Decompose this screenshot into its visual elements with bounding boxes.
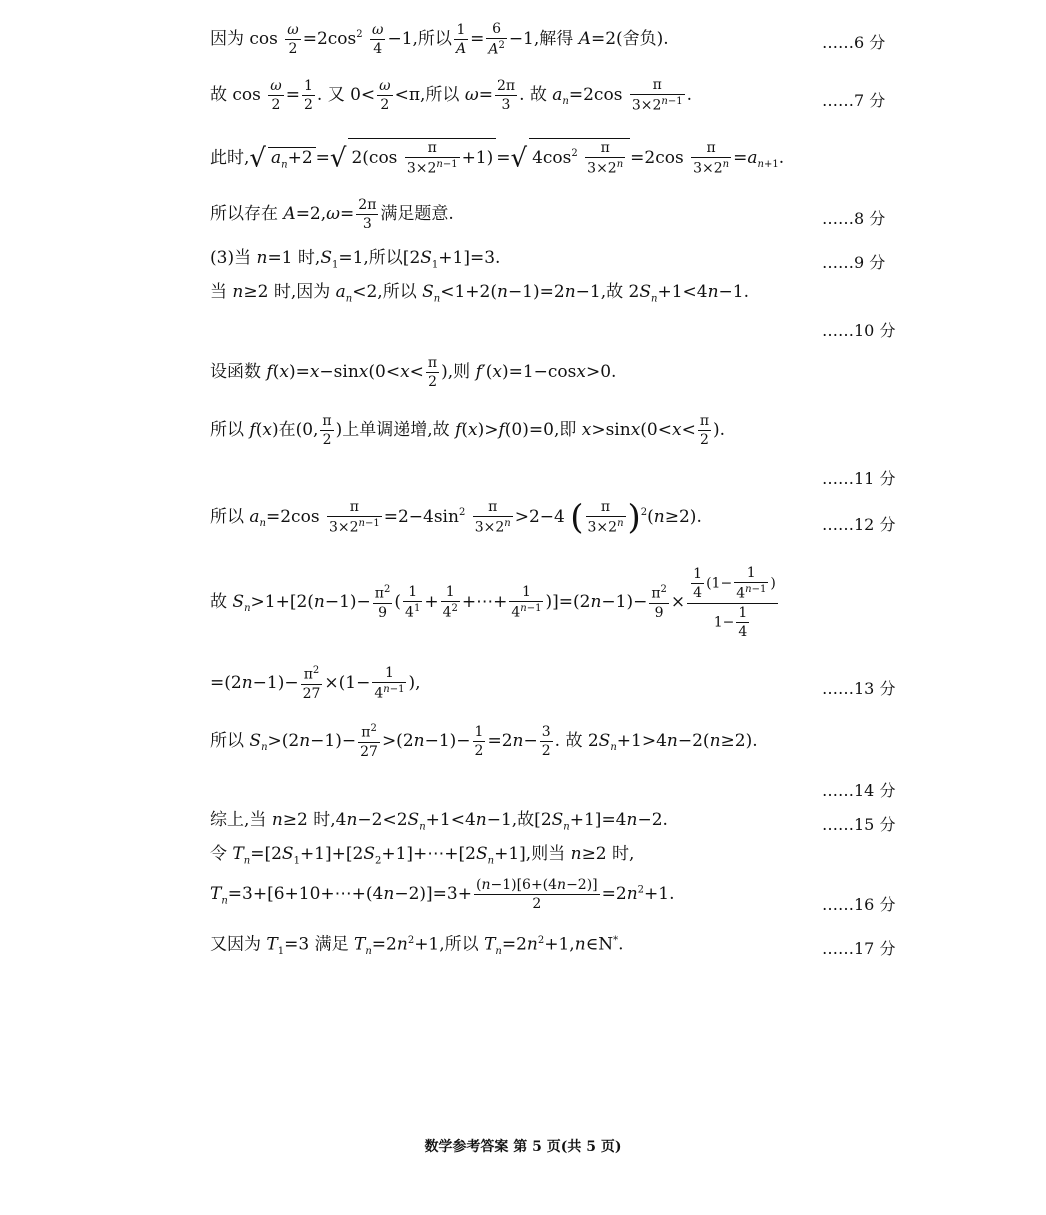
solution-line-16: 又因为 $T_1=3$ 满足 $T_n=2n^2+1$,所以 $T_n=2n^2+1,n\in N^*$.	[210, 934, 624, 958]
score-mark: ……11 分	[822, 469, 896, 488]
solution-line-3: 此时,√ $a_n+2$ =√ 2(cos $\frac{\pi}{3\times 2^{n-1}}$ +1) =√ $4\cos^2$ $\frac{\pi}{3\times 2^n}$ =2cos $\frac{\pi}{3\times 2^n}$ $=a_{n+1}$.	[210, 140, 785, 177]
solution-line-9: 所以 $a_n=2\cos$ $\frac{\pi}{3\times 2^{n-1}}$ $=2-4\sin^2$ $\frac{\pi}{3\times 2^n}$ >2−4 ( $\frac{\pi}{3\times 2^n}$ )$^2$(n≥2).	[210, 497, 702, 538]
solution-line-7: 设函数 f(x)=x−sinx(0<x< $\frac{\pi}{2}$ ),则 f′(x)=1−cosx>0.	[210, 355, 617, 390]
score-mark: ……16 分	[822, 895, 896, 914]
solution-line-11: =(2n−1)− $\frac{\pi^2}{27}$ ×(1− $\frac{1}{4^{n-1}}$ ),	[210, 665, 421, 702]
score-mark: ……12 分	[822, 515, 896, 534]
score-mark: ……15 分	[822, 815, 896, 834]
score-mark: ……9 分	[822, 253, 886, 272]
solution-line-4: 所以存在 A=2,ω= $\frac{2\pi}{3}$ 满足题意.	[210, 197, 454, 232]
score-mark: ……10 分	[822, 321, 896, 340]
score-mark: ……14 分	[822, 781, 896, 800]
solution-line-14: 令 $T_n=[2S_1+1]+[2S_2+1]+\cdots+[2S_n+1]$,则当 n≥2 时,	[210, 844, 635, 867]
solution-line-5: (3)当 n=1 时$,S_1=1$,所以$[2S_1+1]=3$.	[210, 248, 501, 271]
solution-line-12: 所以 $S_n>(2n-1)-$ $\frac{\pi^2}{27}$ >(2n−1)− $\frac{1}{2}$ =2n− $\frac{3}{2}$ . 故 $2S_n+1>4n-2(n\ge 2)$.	[210, 723, 758, 760]
solution-line-1: 因为 cos $\frac{\omega}{2}$ $=2\cos^2$ $\frac{\omega}{4}$ −1,所以 $\frac{1}{A}$ = $\frac{6}{A^2}$ −1,解得 A=2(舍负).	[210, 21, 669, 58]
score-mark: ……17 分	[822, 939, 896, 958]
solution-line-2: 故 cos $\frac{\omega}{2}$ = $\frac{1}{2}$ . 又 0< $\frac{\omega}{2}$ <π,所以 ω= $\frac{2\pi}{3}$ . 故 $a_n=2\cos$ $\frac{\pi}{3\times 2^{n-1}}$ .	[210, 77, 692, 114]
solution-line-8: 所以 f(x)在(0, $\frac{\pi}{2}$ )上单调递增,故 f(x)>f(0)=0,即 x>sinx(0<x< $\frac{\pi}{2}$ ).	[210, 413, 726, 448]
solution-line-15: $T_n=3+[6+10+\cdots+(4n-2)]=3+$ $\frac{(n-1)[6+(4n-2)]}{2}$ $=2n^2+1$.	[210, 877, 675, 912]
solution-line-10: 故 $S_n>1+[2(n-1)-$ $\frac{\pi^2}{9}$ ( $\frac{1}{4^1}$ + $\frac{1}{4^2}$ +⋯+ $\frac{1}{4^{n-1}}$ )]=(2n−1)− $\frac{\pi^2}{9}$ × $\frac{1}{4}$ (1− $\frac{1}{4^{n-1}}$ ) 1− $\frac{1}{4}$	[210, 565, 776, 640]
score-mark: ……6 分	[822, 33, 886, 52]
solution-line-13: 综上,当 n≥2 时$,4n-2<2S_n+1<4n-1$,故$[2S_n+1]=4n-2$.	[210, 810, 668, 833]
solution-line-6: 当 n≥2 时,因为 $a_n<2$,所以 $S_n<1+2(n-1)=2n-1$,故 $2S_n+1<4n-1$.	[210, 282, 749, 305]
score-mark: ……7 分	[822, 91, 886, 110]
page-footer: 数学参考答案 第 5 页(共 5 页)	[424, 1139, 622, 1155]
score-mark: ……8 分	[822, 209, 886, 228]
score-mark: ……13 分	[822, 679, 896, 698]
